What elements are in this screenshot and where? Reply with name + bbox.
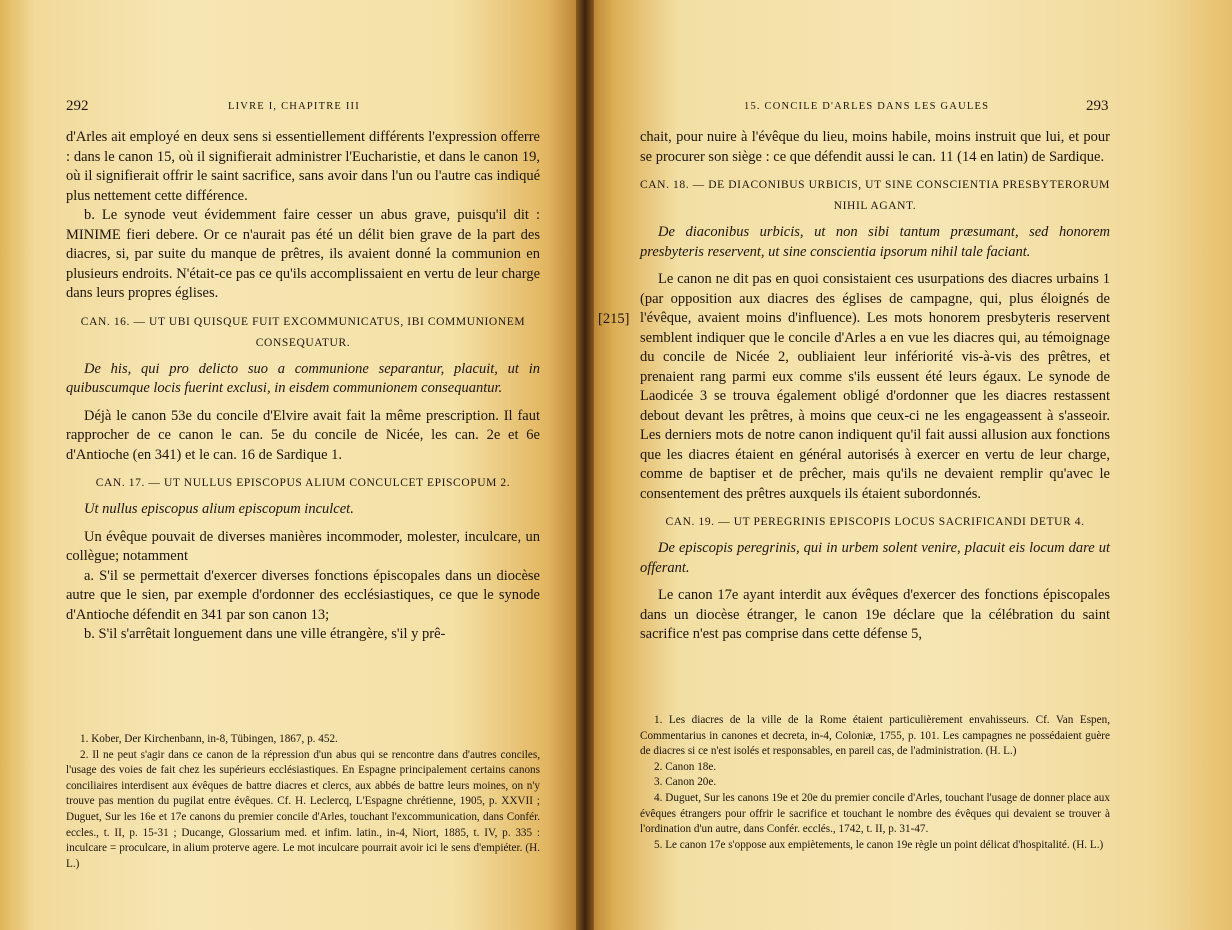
canon-18-heading: CAN. 18. — DE DIACONIBUS URBICIS, UT SINE CONSCIENTIA PRESBYTERORUM NIHIL AGANT.: [640, 179, 1110, 212]
paragraph: Le canon ne dit pas en quoi consistaient ces usurpations des diacres urbains 1 (par opposition aux diacres des églises de campagne, qui, plus éloignés de l'évêque, avaient moins d'influence). Les mots honorem presbyteris reservent semblent indiquer que le concile d'Arles a en vue les diacres qui, au témoignage du concile de Nicée 2, oubliaient leur infériorité vis-à-vis des prêtres, et prenaient rang parmi eux comme s'ils eussent été leurs égaux. Le synode de Laodicée 3 se trouva également obligé d'ordonner que les diacres restassent debout devant les prêtres, à moins que ceux-ci ne les engageassent à s'asseoir. Les derniers mots de notre canon indiquent qu'il fait aussi allusion aux fonctions que les diacres étaient en général autorisés à exercer en vertu de leur charge, comme de baptiser et de prêcher, mais qu'ils ne devaient remplir qu'avec le consentement des prêtres auxquels ils étaient subordonnés.: [640, 271, 1110, 502]
canon-16-latin: De his, qui pro delicto suo a communione separantur, placuit, ut in quibuscumque locis fuerint exclusi, in eisdem communionem consequantur.: [66, 360, 540, 396]
footnote: 5. Le canon 17e s'oppose aux empiètements, le canon 19e règle un point délicat d'hospitalité. (H. L.): [654, 838, 1104, 851]
paragraph: Déjà le canon 53e du concile d'Elvire avait fait la même prescription. Il faut rapprocher de ce canon le can. 5e du concile de Nicée, les can. 2e et 6e d'Antioche (en 341) et le can. 16 de Sardique 1.: [66, 407, 540, 463]
canon-18-latin: De diaconibus urbicis, ut non sibi tantum præsumant, sed honorem presbyteris reservent, ut sine conscientia ipsorum nihil tale faciant.: [640, 224, 1110, 260]
margin-marker: [215]: [598, 311, 630, 327]
paragraph: a. S'il se permettait d'exercer diverses fonctions épiscopales dans un diocèse autre que le sien, par exemple d'ordonner des ecclésiastiques, ce que le synode d'Antioche défendit en 341 par son canon 13;: [66, 567, 540, 623]
footnote: 1. Les diacres de la ville de la Rome étaient particulièrement envahisseurs. Cf. Van Espen, Commentarius in canones et decreta, in-4, Coloniæ, 1755, p. 101. Les campagnes ne possédaient guère de diacres si ce n'est isolés et responsables, en pareil cas, de l'administration. (H. L.): [640, 714, 1110, 758]
paragraph: b. Le synode veut évidemment faire cesser un abus grave, puisqu'il dit : MINIME fieri debere. Or ce n'aurait pas été un délit bien grave de la part des diacres, si, par suite du manque de prêtres, ils avaient donné la communion en plusieurs endroits. N'était-ce pas ce qu'ils accomplissaient en vertu de leur charge dans leurs propres églises.: [66, 207, 540, 301]
paragraph: Le canon 17e ayant interdit aux évêques d'exercer des fonctions épiscopales dans un diocèse étranger, le canon 19e déclare que la célébration du saint sacrifice n'est pas comprise dans cette défense 5,: [640, 587, 1110, 642]
paragraph: d'Arles ait employé en deux sens si essentiellement différents l'expression offerre : dans le canon 15, où il signifierait administrer l'Eucharistie, et dans le canon 19, où il signifierait offrir le saint sacrifice, sans avoir dans l'un ou l'autre cas indiqué plus nettement cette différence.: [66, 129, 540, 204]
page-number-right: 293: [1086, 98, 1109, 114]
left-page: [0, 0, 582, 930]
paragraph: Un évêque pouvait de diverses manières incommoder, molester, inculcare, un collègue; notamment: [66, 528, 540, 564]
running-head-left: LIVRE I, CHAPITRE III: [228, 101, 360, 112]
book-gutter: [576, 0, 594, 930]
canon-19-latin: De episcopis peregrinis, qui in urbem solent venire, placuit eis locum dare ut offerant.: [640, 540, 1110, 576]
right-footnotes: [640, 713, 1110, 853]
canon-17-latin: Ut nullus episcopus alium episcopum inculcet.: [84, 501, 354, 517]
left-footnotes: [66, 732, 540, 872]
footnote: 3. Canon 20e.: [654, 776, 717, 789]
left-body-text: [66, 128, 540, 645]
footnote: 2. Canon 18e.: [654, 760, 717, 773]
page-number-left: 292: [66, 98, 89, 114]
running-head-right: 15. CONCILE D'ARLES DANS LES GAULES: [744, 101, 990, 112]
right-page: [588, 0, 1232, 930]
footnote: 2. Il ne peut s'agir dans ce canon de la répression d'un abus qui se rencontre dans d'autres conciles, l'usage des voies de fait chez les supérieurs ecclésiastiques. En Espagne principalement certains canons conciliaires interdisent aux évêques de battre diacres et clercs, aux abbés de battre leurs moines, on n'y trouve pas mention du pugilat entre évêques. Cf. H. Leclercq, L'Espagne chrétienne, 1905, p. XXVII ; Duguet, Sur les 16e et 17e canons du premier concile d'Arles, touchant l'excommunication, dans Confér. eccles., t. II, p. 15-31 ; Ducange, Glossarium med. et infim. latin., in-4, Niort, 1885, t. IV, p. 335 : inculcare = proculcare, in alium proterve agere. Le mot inculcare pourrait avoir ici le sens d'empiéter. (H. L.): [66, 748, 540, 870]
canon-17-heading: CAN. 17. — UT NULLUS EPISCOPUS ALIUM CONCULCET EPISCOPUM 2.: [95, 477, 511, 489]
paragraph: b. S'il s'arrêtait longuement dans une ville étrangère, s'il y prê-: [84, 626, 446, 642]
paragraph: chait, pour nuire à l'évêque du lieu, moins habile, moins instruit que lui, et pour se procurer son siège : ce que défendit aussi le can. 11 (14 en latin) de Sardique.: [640, 129, 1110, 165]
canon-16-heading: CAN. 16. — UT UBI QUISQUE FUIT EXCOMMUNICATUS, IBI COMMUNIONEM CONSEQUATUR.: [80, 315, 526, 349]
right-body-text: [640, 128, 1110, 645]
footnote: 1. Kober, Der Kirchenbann, in-8, Tübingen, 1867, p. 452.: [80, 733, 338, 745]
canon-19-heading: CAN. 19. — UT PEREGRINIS EPISCOPIS LOCUS SACRIFICANDI DETUR 4.: [665, 516, 1085, 528]
footnote: 4. Duguet, Sur les canons 19e et 20e du premier concile d'Arles, touchant l'usage de donner place aux évêques étrangers pour offrir le sacrifice et touchant le nombre des évêques qui devaient se trouver à l'ordination d'un autre, dans Confér. ecclés., 1742, t. II, p. 31-47.: [640, 791, 1110, 836]
